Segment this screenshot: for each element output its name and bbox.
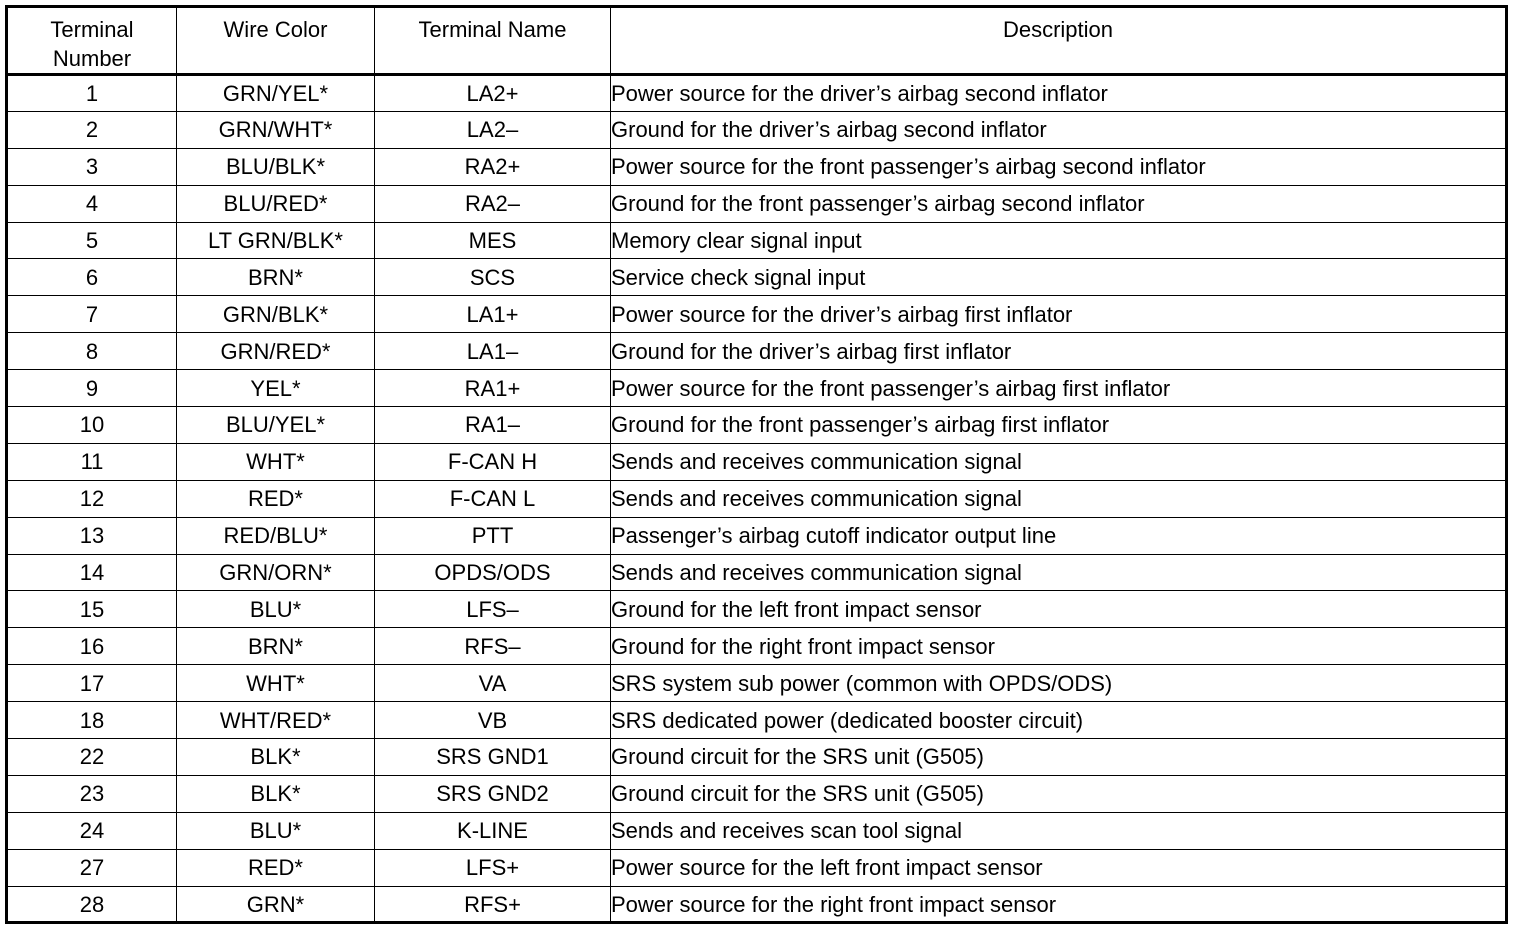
description-cell: SRS dedicated power (dedicated booster circuit)	[611, 702, 1507, 739]
description-cell: Sends and receives communication signal	[611, 480, 1507, 517]
wire-color-cell: BLK*	[177, 775, 375, 812]
wire-color-cell: GRN/ORN*	[177, 554, 375, 591]
wire-color-cell: BLK*	[177, 739, 375, 776]
terminal-name-cell: LFS–	[375, 591, 611, 628]
terminal-name-cell: OPDS/ODS	[375, 554, 611, 591]
description-cell: Sends and receives scan tool signal	[611, 812, 1507, 849]
wire-color-cell: BLU*	[177, 812, 375, 849]
wire-color-cell: BLU/YEL*	[177, 407, 375, 444]
header-description: Description	[611, 7, 1507, 75]
wire-color-cell: WHT*	[177, 665, 375, 702]
terminal-name-cell: MES	[375, 222, 611, 259]
terminal-name-cell: RA2–	[375, 185, 611, 222]
table-row	[7, 886, 1507, 923]
description-cell: Power source for the front passenger’s airbag first inflator	[611, 370, 1507, 407]
terminal-number-cell: 17	[7, 665, 177, 702]
description-cell: Ground circuit for the SRS unit (G505)	[611, 739, 1507, 776]
table-row	[7, 222, 1507, 259]
table-row	[7, 702, 1507, 739]
terminal-name-cell: F-CAN L	[375, 480, 611, 517]
table-row	[7, 443, 1507, 480]
terminal-number-cell: 7	[7, 296, 177, 333]
wire-color-cell: GRN/WHT*	[177, 111, 375, 148]
terminal-number-cell: 13	[7, 517, 177, 554]
terminal-number-cell: 12	[7, 480, 177, 517]
terminal-number-cell: 2	[7, 111, 177, 148]
terminal-number-cell: 11	[7, 443, 177, 480]
description-cell: Ground for the right front impact sensor	[611, 628, 1507, 665]
terminal-number-cell: 1	[7, 75, 177, 112]
description-cell: Memory clear signal input	[611, 222, 1507, 259]
table-body	[7, 75, 1507, 923]
terminal-name-cell: RA1–	[375, 407, 611, 444]
wire-color-cell: WHT*	[177, 443, 375, 480]
terminal-number-cell: 16	[7, 628, 177, 665]
description-cell: Power source for the driver’s airbag first inflator	[611, 296, 1507, 333]
header-row	[7, 7, 1507, 75]
terminal-number-cell: 23	[7, 775, 177, 812]
table-row	[7, 75, 1507, 112]
terminal-number-cell: 15	[7, 591, 177, 628]
description-cell: Ground for the driver’s airbag first inflator	[611, 333, 1507, 370]
terminal-number-cell: 28	[7, 886, 177, 923]
terminal-number-cell: 5	[7, 222, 177, 259]
description-cell: Ground circuit for the SRS unit (G505)	[611, 775, 1507, 812]
description-cell: Power source for the left front impact sensor	[611, 849, 1507, 886]
terminal-number-cell: 18	[7, 702, 177, 739]
table-row	[7, 775, 1507, 812]
terminal-name-cell: LA2+	[375, 75, 611, 112]
header-wire-color: Wire Color	[177, 7, 375, 75]
terminal-name-cell: RFS+	[375, 886, 611, 923]
wire-color-cell: BRN*	[177, 259, 375, 296]
wire-color-cell: RED*	[177, 480, 375, 517]
wire-color-cell: RED/BLU*	[177, 517, 375, 554]
description-cell: Power source for the front passenger’s airbag second inflator	[611, 148, 1507, 185]
table-row	[7, 849, 1507, 886]
terminal-number-cell: 6	[7, 259, 177, 296]
table-row	[7, 296, 1507, 333]
table-row	[7, 517, 1507, 554]
description-cell: Power source for the right front impact sensor	[611, 886, 1507, 923]
description-cell: SRS system sub power (common with OPDS/ODS)	[611, 665, 1507, 702]
description-cell: Ground for the left front impact sensor	[611, 591, 1507, 628]
terminal-name-cell: PTT	[375, 517, 611, 554]
wire-color-cell: BLU/BLK*	[177, 148, 375, 185]
terminal-number-cell: 10	[7, 407, 177, 444]
table-row	[7, 480, 1507, 517]
terminal-table	[5, 5, 1508, 924]
description-cell: Ground for the front passenger’s airbag second inflator	[611, 185, 1507, 222]
wire-color-cell: LT GRN/BLK*	[177, 222, 375, 259]
description-cell: Ground for the front passenger’s airbag first inflator	[611, 407, 1507, 444]
description-cell: Sends and receives communication signal	[611, 554, 1507, 591]
wire-color-cell: BLU/RED*	[177, 185, 375, 222]
wire-color-cell: RED*	[177, 849, 375, 886]
wire-color-cell: GRN/YEL*	[177, 75, 375, 112]
terminal-number-cell: 3	[7, 148, 177, 185]
terminal-name-cell: VA	[375, 665, 611, 702]
header-terminal-name: Terminal Name	[375, 7, 611, 75]
description-cell: Service check signal input	[611, 259, 1507, 296]
terminal-number-cell: 9	[7, 370, 177, 407]
terminal-number-cell: 14	[7, 554, 177, 591]
wire-color-cell: BRN*	[177, 628, 375, 665]
table-row	[7, 370, 1507, 407]
terminal-name-cell: RFS–	[375, 628, 611, 665]
terminal-name-cell: SRS GND2	[375, 775, 611, 812]
terminal-name-cell: SRS GND1	[375, 739, 611, 776]
terminal-number-cell: 22	[7, 739, 177, 776]
wire-color-cell: GRN*	[177, 886, 375, 923]
wire-color-cell: WHT/RED*	[177, 702, 375, 739]
terminal-number-cell: 27	[7, 849, 177, 886]
wire-color-cell: GRN/RED*	[177, 333, 375, 370]
terminal-name-cell: LA2–	[375, 111, 611, 148]
description-cell: Power source for the driver’s airbag second inflator	[611, 75, 1507, 112]
terminal-number-cell: 8	[7, 333, 177, 370]
terminal-number-cell: 24	[7, 812, 177, 849]
wire-color-cell: GRN/BLK*	[177, 296, 375, 333]
description-cell: Passenger’s airbag cutoff indicator output line	[611, 517, 1507, 554]
terminal-name-cell: LA1–	[375, 333, 611, 370]
table-row	[7, 333, 1507, 370]
terminal-number-cell: 4	[7, 185, 177, 222]
header-terminal-number: Terminal Number	[7, 7, 177, 75]
table-row	[7, 111, 1507, 148]
table-row	[7, 407, 1507, 444]
table-row	[7, 739, 1507, 776]
description-cell: Ground for the driver’s airbag second inflator	[611, 111, 1507, 148]
wire-color-cell: BLU*	[177, 591, 375, 628]
terminal-name-cell: F-CAN H	[375, 443, 611, 480]
description-cell: Sends and receives communication signal	[611, 443, 1507, 480]
table-row	[7, 628, 1507, 665]
table-row	[7, 591, 1507, 628]
table-row	[7, 812, 1507, 849]
terminal-name-cell: K-LINE	[375, 812, 611, 849]
table-row	[7, 148, 1507, 185]
terminal-name-cell: RA2+	[375, 148, 611, 185]
terminal-name-cell: RA1+	[375, 370, 611, 407]
terminal-name-cell: SCS	[375, 259, 611, 296]
table-row	[7, 554, 1507, 591]
table-row	[7, 185, 1507, 222]
table-row	[7, 665, 1507, 702]
table-row	[7, 259, 1507, 296]
terminal-name-cell: VB	[375, 702, 611, 739]
terminal-name-cell: LFS+	[375, 849, 611, 886]
terminal-name-cell: LA1+	[375, 296, 611, 333]
table-header	[7, 7, 1507, 75]
wire-color-cell: YEL*	[177, 370, 375, 407]
